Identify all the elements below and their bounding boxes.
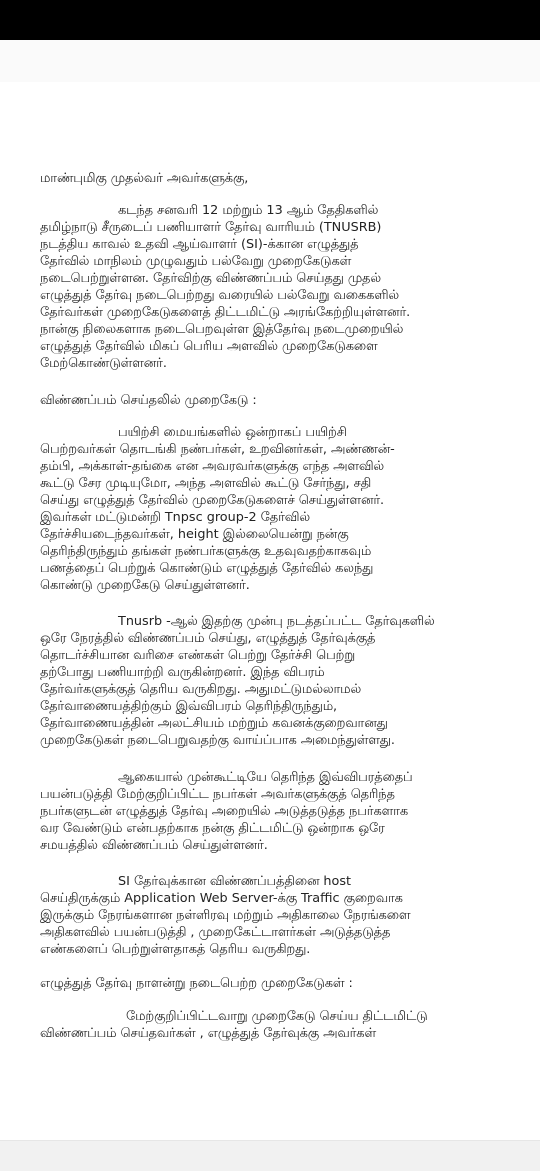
paragraph-2-line: கொண்டு முறைகேடு செய்துள்ளனர். bbox=[40, 578, 250, 593]
section-heading-exam-day: எழுத்துத் தேர்வு நாளன்று நடைபெற்ற முறைகேடுகள் : bbox=[40, 976, 353, 991]
paragraph-1-line: நடத்திய காவல் உதவி ஆய்வாளர் (SI)-க்கான எழுத்துத் bbox=[40, 237, 359, 252]
paragraph-6-line: விண்ணப்பம் செய்தவர்கள் , எழுத்துத் தேர்வுக்கு அவர்கள் bbox=[40, 1026, 377, 1041]
paragraph-1-line: கடந்த சனவரி 12 மற்றும் 13 ஆம் தேதிகளில் bbox=[118, 203, 379, 218]
paragraph-4-line: ஆகையால் முன்கூட்டியே தெரிந்த இவ்விபரத்தைப் bbox=[118, 770, 413, 785]
page-bottom-gap bbox=[0, 1140, 540, 1171]
page-top-gap bbox=[0, 40, 540, 82]
paragraph-2-line: பெற்றவர்கள் தொடங்கி நண்பர்கள், உறவினர்கள், அண்ணன்- bbox=[40, 442, 395, 457]
paragraph-1-line: எழுத்துத் தேர்வில் மிகப் பெரிய அளவில் முறைகேடுகளை bbox=[40, 339, 378, 354]
paragraph-4-line: வர வேண்டும் என்பதற்காக நன்கு திட்டமிட்டு ஒன்றாக ஒரே bbox=[40, 821, 385, 836]
paragraph-5-line: SI தேர்வுக்கான விண்ணப்பத்தினை host bbox=[118, 874, 352, 889]
section-heading-application: விண்ணப்பம் செய்தலில் முறைகேடு : bbox=[40, 393, 257, 408]
paragraph-4-line: பயன்படுத்தி மேற்குறிப்பிட்ட நபர்கள் அவர்களுக்குத் தெரிந்த bbox=[40, 787, 395, 802]
paragraph-1-line: மேற்கொண்டுள்ளனர். bbox=[40, 356, 167, 371]
paragraph-2-line: பணத்தைப் பெற்றுக் கொண்டும் எழுத்துத் தேர்வில் கலந்து bbox=[40, 561, 374, 576]
paragraph-2-line: கூட்டு சேர முடியுமோ, அந்த அளவில் கூட்டு சேர்ந்து, சதி bbox=[40, 476, 372, 491]
paragraph-1-line: தமிழ்நாடு சீருடைப் பணியாளர் தேர்வு வாரியம் (TNUSRB) bbox=[40, 220, 382, 235]
paragraph-4-line: நபர்களுடன் எழுத்துத் தேர்வு அறையில் அடுத்தடுத்த நபர்களாக bbox=[40, 804, 409, 819]
paragraph-4-line: சமயத்தில் விண்ணப்பம் செய்துள்ளனர். bbox=[40, 838, 268, 853]
paragraph-3-line: தேர்வர்களுக்குத் தெரிய வருகிறது. அதுமட்டுமல்லாமல் bbox=[40, 682, 362, 697]
paragraph-3-line: தேர்வாணையத்தின் அலட்சியம் மற்றும் கவனக்குறைவானது bbox=[40, 716, 388, 731]
paragraph-2-line: தம்பி, அக்காள்-தங்கை என அவரவர்களுக்கு எந்த அளவில் bbox=[40, 459, 385, 474]
paragraph-2-line: இவர்கள் மட்டுமன்றி Tnpsc group-2 தேர்வில் bbox=[40, 510, 310, 525]
status-bar bbox=[0, 0, 540, 40]
paragraph-2-line: தேர்ச்சியடைந்தவர்கள், height இல்லையென்று நன்கு bbox=[40, 527, 349, 542]
paragraph-5-line: அதிகளவில் பயன்படுத்தி , முறைகேட்டாளர்கள் அடுத்தடுத்த bbox=[40, 925, 391, 940]
paragraph-6-line: மேற்குறிப்பிட்டவாறு முறைகேடு செய்ய திட்டமிட்டு bbox=[126, 1009, 428, 1024]
paragraph-2-line: தெரிந்திருந்தும் தங்கள் நண்பர்களுக்கு உதவுவதற்காகவும் bbox=[40, 544, 372, 559]
salutation: மாண்புமிகு முதல்வர் அவர்களுக்கு, bbox=[40, 171, 249, 186]
paragraph-5-line: எண்களைப் பெற்றுள்ளதாகத் தெரிய வருகிறது. bbox=[40, 942, 311, 957]
paragraph-2-line: செய்து எழுத்துத் தேர்வில் முறைகேடுகளைச் செய்துள்ளனர். bbox=[40, 493, 385, 508]
paragraph-1-line: தேர்வில் மாநிலம் முழுவதும் பல்வேறு முறைகேடுகள் bbox=[40, 254, 352, 269]
paragraph-3-line: Tnusrb -ஆல் இதற்கு முன்பு நடத்தப்பட்ட தேர்வுகளில் bbox=[118, 614, 435, 629]
paragraph-3-line: முறைகேடுகள் நடைபெறுவதற்கு வாய்ப்பாக அமைந்துள்ளது. bbox=[40, 733, 395, 748]
paragraph-5-line: இருக்கும் நேரங்களான நள்ளிரவு மற்றும் அதிகாலை நேரங்களை bbox=[40, 908, 411, 923]
paragraph-3-line: ஒரே நேரத்தில் விண்ணப்பம் செய்து, எழுத்துத் தேர்வுக்குத் bbox=[40, 631, 376, 646]
paragraph-3-line: தொடர்ச்சியான வரிசை எண்கள் பெற்று தேர்ச்சி பெற்று bbox=[40, 648, 356, 663]
paragraph-5-line: செய்திருக்கும் Application Web Server-க்கு Traffic குறைவாக bbox=[40, 891, 403, 906]
paragraph-1-line: எழுத்துத் தேர்வு நடைபெற்றது வரையில் பல்வேறு வகைகளில் bbox=[40, 288, 400, 303]
paragraph-1-line: நடைபெற்றுள்ளன. தேர்விற்கு விண்ணப்பம் செய்தது முதல் bbox=[40, 271, 381, 286]
paragraph-3-line: தேர்வாணையத்திற்கும் இவ்விபரம் தெரிந்திருந்தும், bbox=[40, 699, 338, 714]
paragraph-2-line: பயிற்சி மையங்களில் ஒன்றாகப் பயிற்சி bbox=[118, 425, 347, 440]
paragraph-1-line: நான்கு நிலைகளாக நடைபெறவுள்ள இத்தேர்வு நடைமுறையில் bbox=[40, 322, 404, 337]
paragraph-3-line: தற்போது பணியாற்றி வருகின்றனர். இந்த விபரம் bbox=[40, 665, 325, 680]
paragraph-1-line: தேர்வர்கள் முறைகேடுகளைத் திட்டமிட்டு அரங்கேற்றியுள்ளனர். bbox=[40, 305, 411, 320]
